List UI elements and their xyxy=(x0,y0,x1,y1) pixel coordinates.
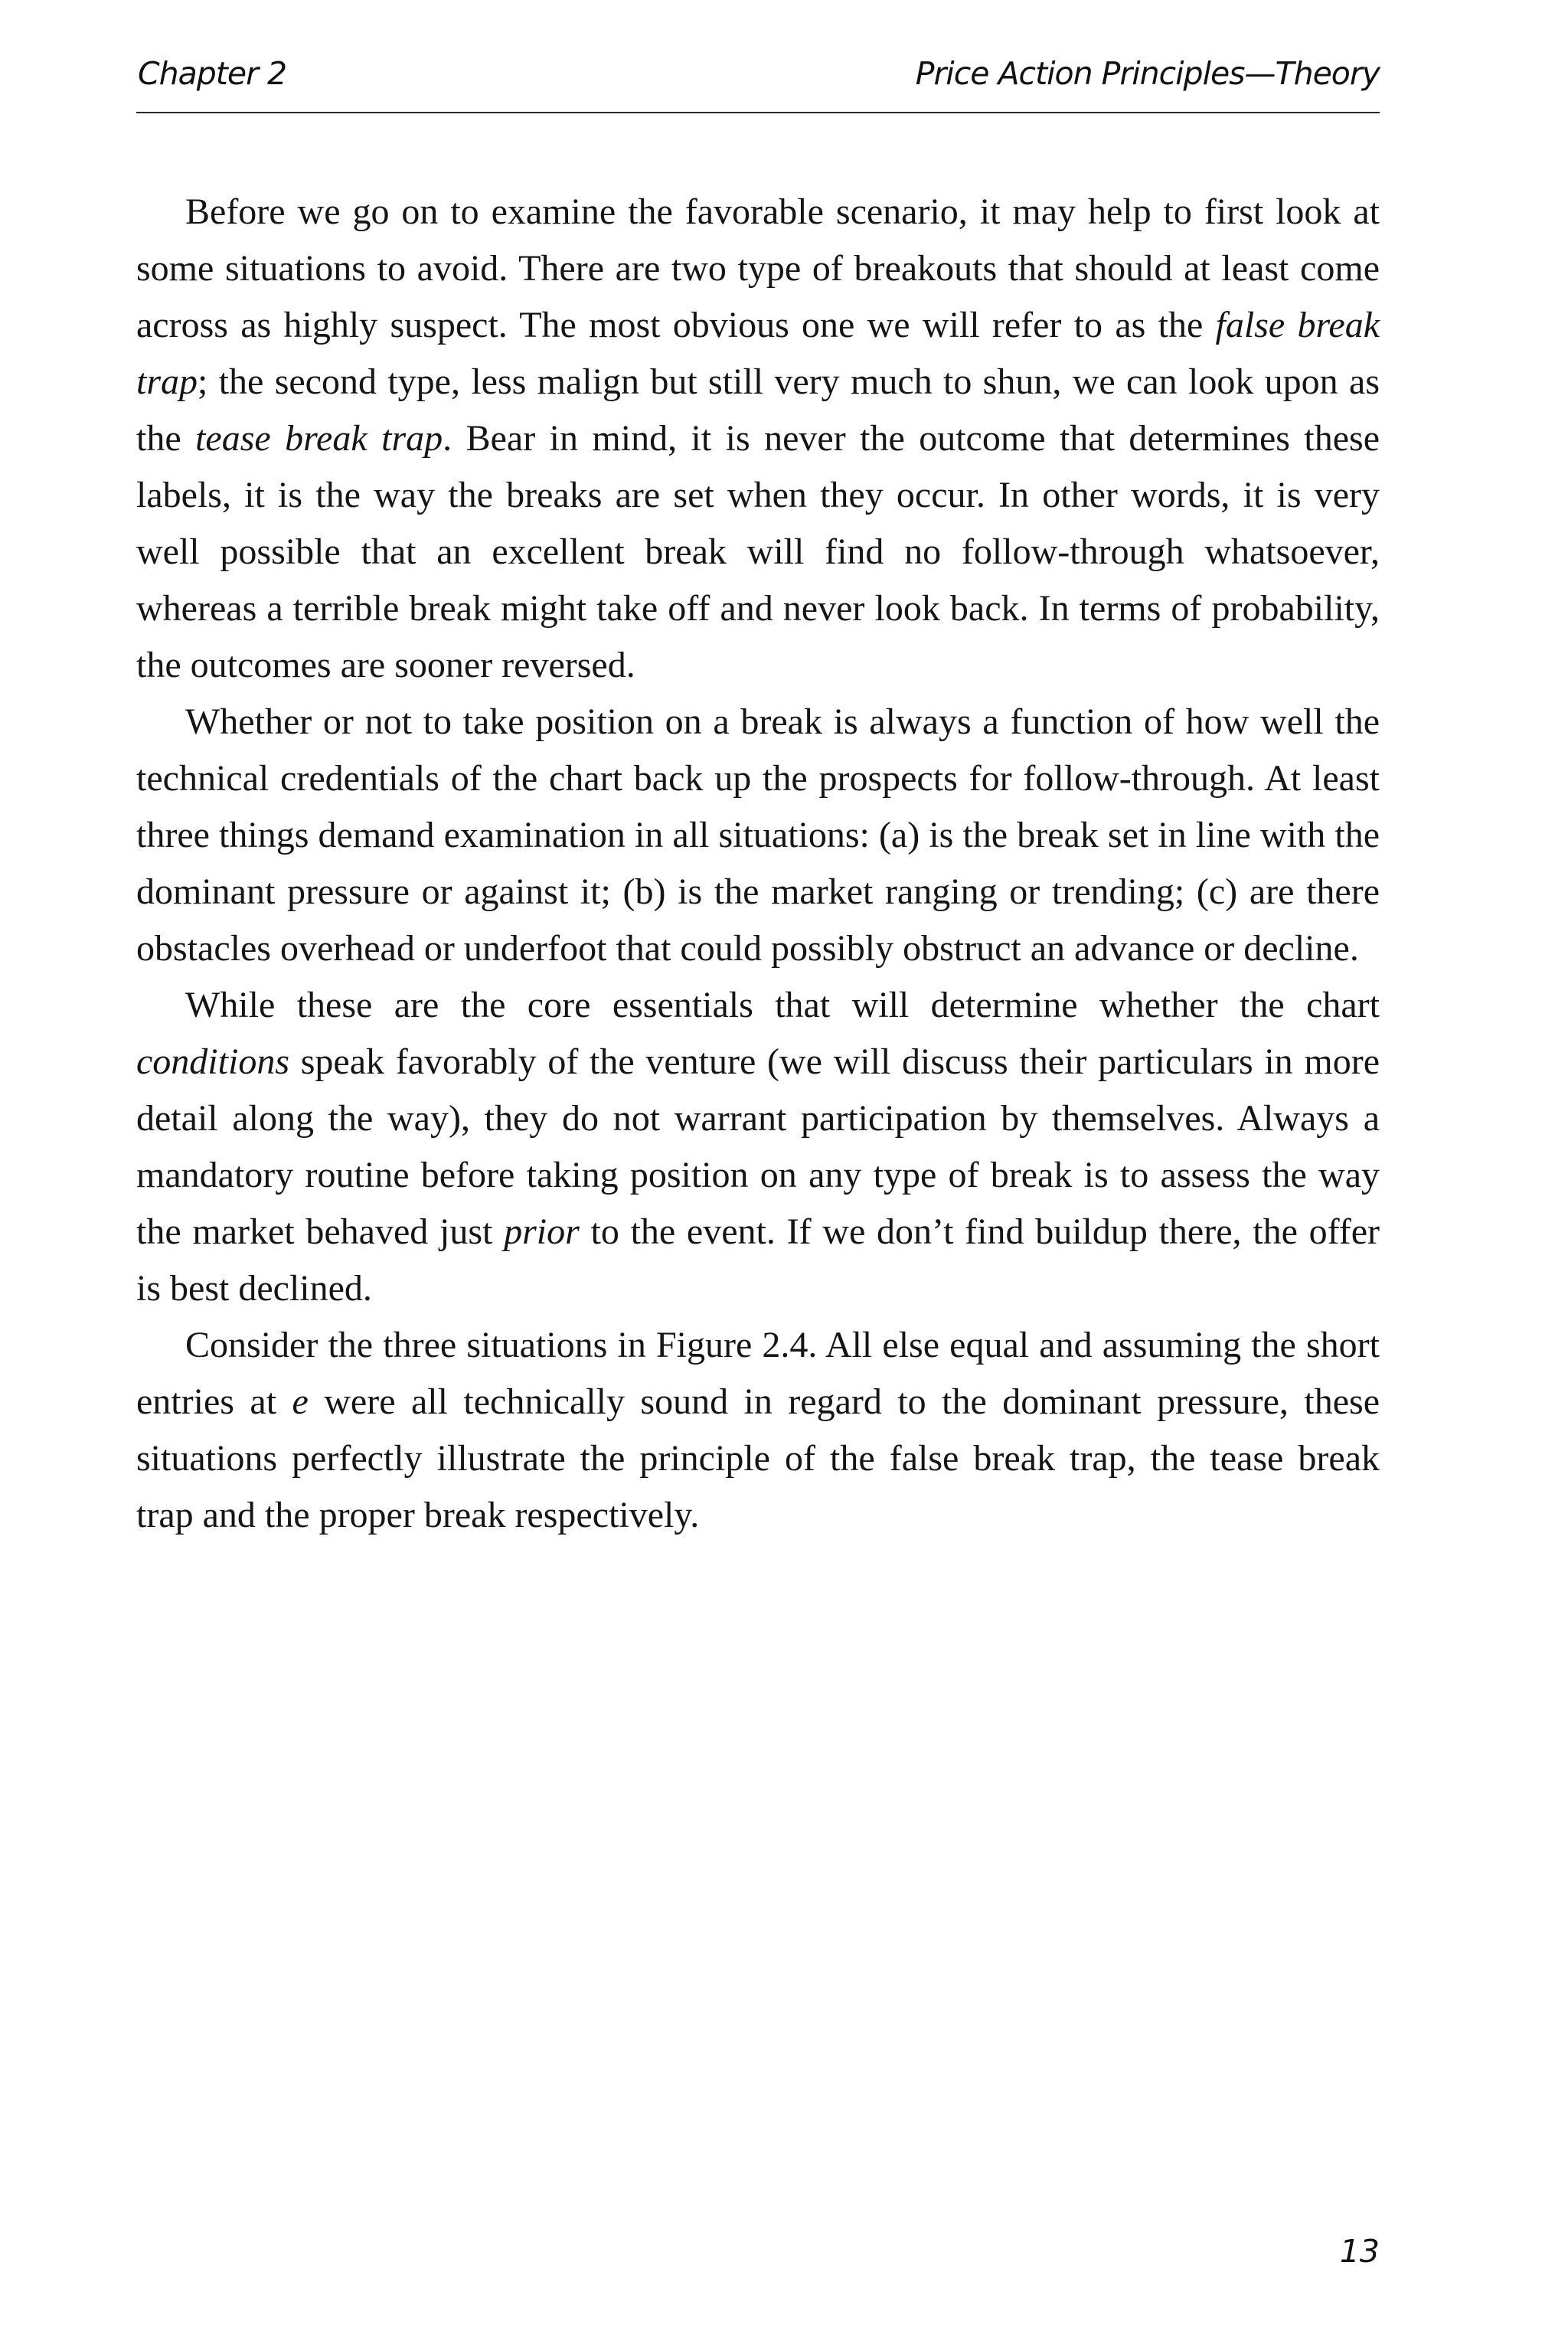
running-header xyxy=(136,47,1380,113)
text-run: speak favorably of the venture (we will discuss their particulars in more detail along the way), they do not warrant participation by themselves. Always a mandatory routine before taking position on any type of break is to assess the way the market behaved just xyxy=(136,1041,1380,1252)
text-run: Before we go on to examine the favorable scenario, it may help to first look at some situations to avoid. There are two type of breakouts that should at least come across as highly suspect. The most obvious one we will refer to as the xyxy=(136,191,1380,345)
italic-run: conditions xyxy=(136,1041,289,1082)
chapter-label: Chapter 2 xyxy=(138,55,287,92)
italic-run: tease break trap xyxy=(195,418,443,459)
text-run: Whether or not to take position on a break is always a function of how well the technical credentials of the chart back up the prospects for follow-through. At least three things demand examination in all situations: (a) is the break set in line with the dominant pressure or against it; (b) is the market ranging or trending; (c) are there obstacles overhead or underfoot that could possibly obstruct an advance or decline. xyxy=(136,701,1380,969)
italic-run: prior xyxy=(504,1211,580,1252)
paragraph-4 xyxy=(136,1317,1380,1544)
paragraph-3 xyxy=(136,977,1380,1317)
section-title: Price Action Principles—Theory xyxy=(915,55,1380,92)
paragraph-1 xyxy=(136,184,1380,694)
body-text xyxy=(136,184,1380,1544)
text-run: Consider the three situations in Figure 2.4. All else equal and assuming the short entries at xyxy=(136,1325,1380,1422)
italic-run: e xyxy=(292,1381,309,1422)
italic-run: false break trap xyxy=(136,305,1380,402)
paragraph-2 xyxy=(136,694,1380,977)
text-run: . Bear in mind, it is never the outcome that determines these labels, it is the way the breaks are set when they occur. In other words, it is very well possible that an excellent break will find no follow-through whatsoever, whereas a terrible break might take off and never look back. In terms of probability, the outcomes are sooner reversed. xyxy=(136,418,1380,685)
text-run: were all technically sound in regard to the dominant pressure, these situations perfectly illustrate the principle of the false break trap, the tease break trap and the proper break respectively. xyxy=(136,1381,1380,1535)
text-run: to the event. If we don’t find buildup there, the offer is best declined. xyxy=(136,1211,1380,1309)
text-run: While these are the core essentials that will determine whether the chart xyxy=(185,985,1380,1025)
text-run: ; the second type, less malign but still very much to shun, we can look upon as the xyxy=(136,361,1380,459)
page-number: 13 xyxy=(1339,2233,1380,2270)
